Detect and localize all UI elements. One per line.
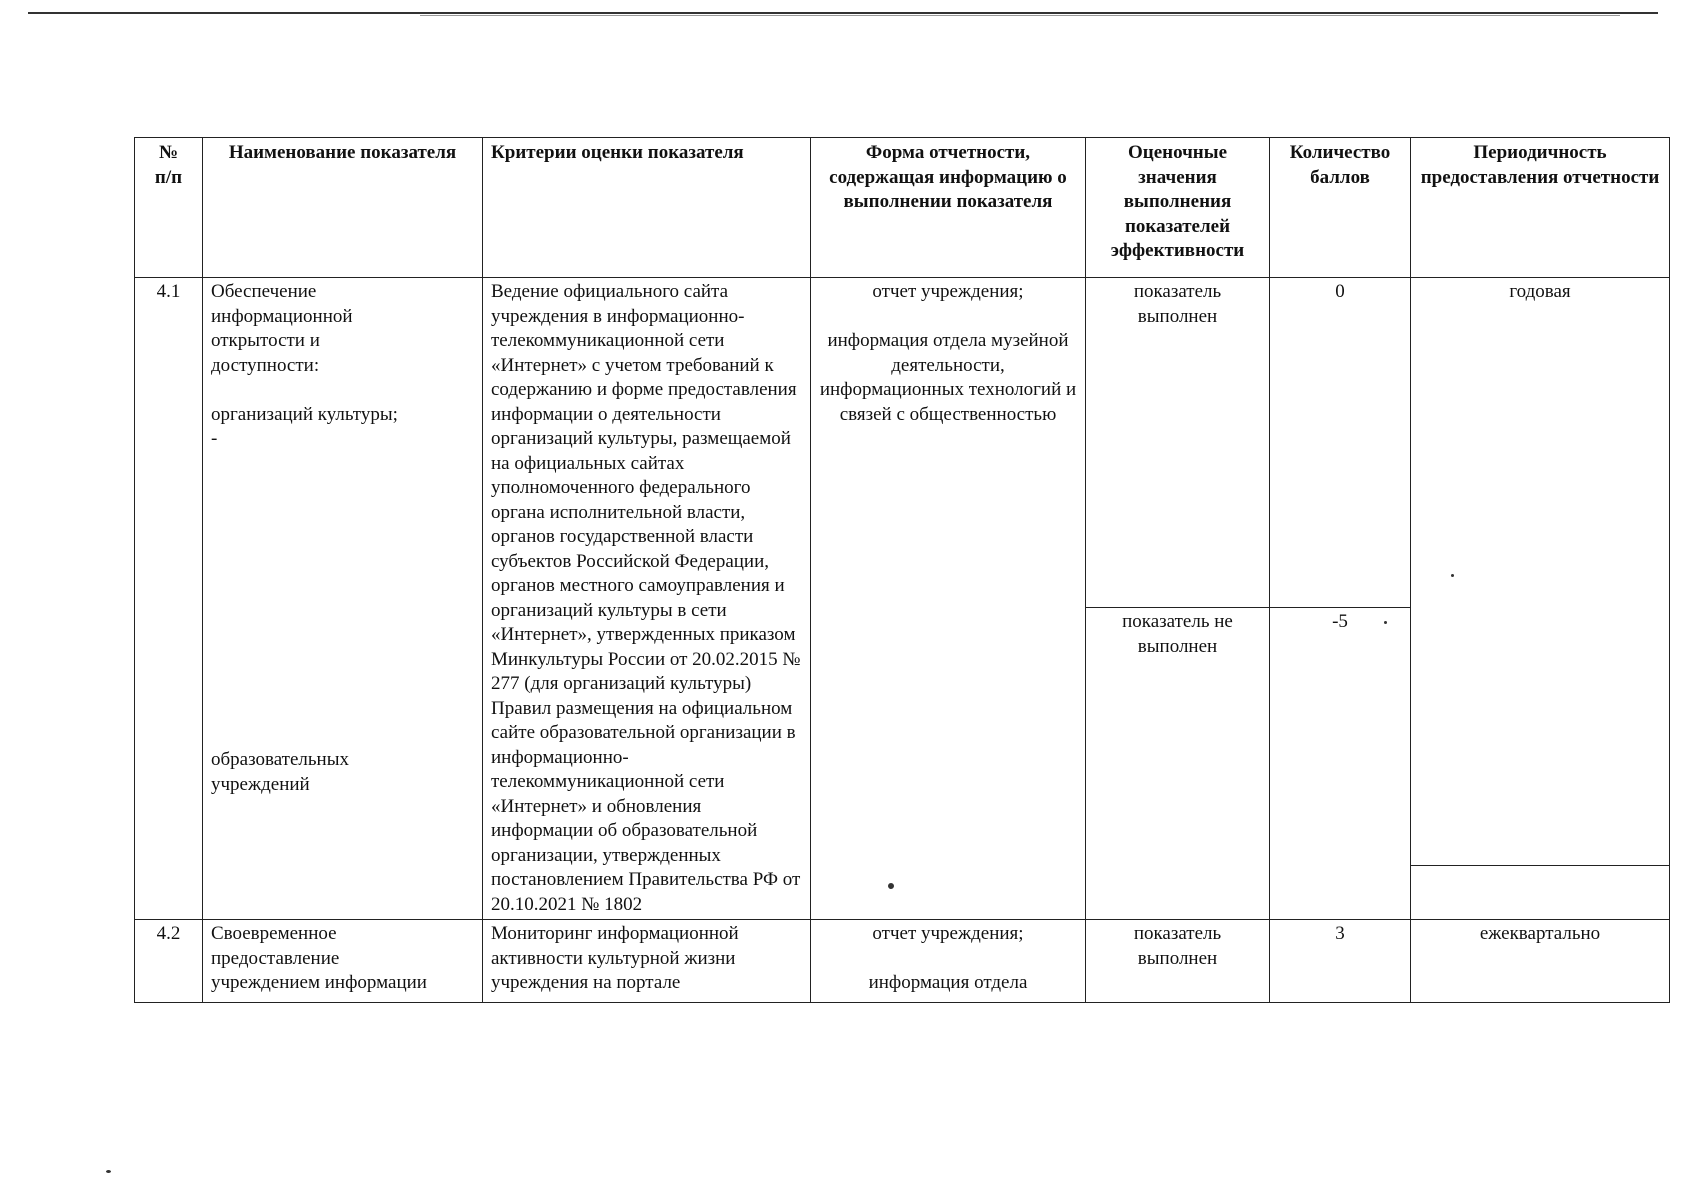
period-cell-continued xyxy=(1411,866,1670,920)
scan-speck xyxy=(1451,574,1454,577)
scan-speck xyxy=(888,883,894,889)
header-num: № п/п xyxy=(135,138,203,278)
header-report-form: Форма отчетности, содержащая информацию о выполнении показателя xyxy=(811,138,1086,278)
header-points: Количество баллов xyxy=(1270,138,1411,278)
row-criteria: Ведение официального сайта учреждения в информационно-телекоммуникационной сети «Интернет» с учетом требований к содержанию и форме предоставления информации о деятельности организаций культуры, размещаемой на официальных сайтах уполномоченного федерального органа исполнительной власти, органов государственной власти субъектов Российской Федерации, органов местного самоуправления и организаций культуры в сети «Интернет», утвержденных приказом Минкультуры России от 20.02.2015 № 277 (для организаций культуры) Правил размещения на официальном сайте образовательной организации в информационно-телекоммуникационной сети «Интернет» и обновления информации об образовательной организации, утвержденных постановлением Правительства РФ от 20.10.2021 № 1802 xyxy=(483,278,811,920)
scan-speck xyxy=(1384,621,1387,624)
row-period: годовая xyxy=(1411,278,1670,866)
scan-speck xyxy=(106,1170,111,1173)
row-report-form: отчет учреждения; информация отдела музейной деятельности, информационных технологий и связей с общественностью xyxy=(811,278,1086,920)
row-name-cell xyxy=(203,278,483,920)
header-name: Наименование показателя xyxy=(203,138,483,278)
table-row xyxy=(135,920,1670,1003)
header-criteria: Критерии оценки показателя xyxy=(483,138,811,278)
row-value-not-met: показатель не выполнен xyxy=(1086,608,1270,920)
table-row xyxy=(135,278,1670,608)
row-period: ежеквартально xyxy=(1411,920,1670,1003)
row-criteria: Мониторинг информационной активности культурной жизни учреждения на портале xyxy=(483,920,811,1003)
row-num: 4.2 xyxy=(135,920,203,1003)
row-points-not-met: -5 xyxy=(1270,608,1411,920)
indicators-table xyxy=(134,137,1670,1003)
header-values: Оценочные значения выполнения показателей эффективности xyxy=(1086,138,1270,278)
row-name-a: Обеспечение информационной открытости и доступности: организаций культуры; - xyxy=(211,281,398,449)
header-period: Периодичность предоставления отчетности xyxy=(1411,138,1670,278)
row-num: 4.1 xyxy=(135,278,203,920)
row-value: показатель выполнен xyxy=(1086,920,1270,1003)
row-points-met: 0 xyxy=(1270,278,1411,608)
row-points: 3 xyxy=(1270,920,1411,1003)
row-name: Своевременное предоставление учреждением информации xyxy=(203,920,483,1003)
row-name-b: образовательных учреждений xyxy=(211,749,349,795)
row-report-form: отчет учреждения; информация отдела xyxy=(811,920,1086,1003)
top-rule-faint xyxy=(420,15,1620,16)
row-value-met: показатель выполнен xyxy=(1086,278,1270,608)
top-rule xyxy=(28,12,1658,14)
table-header-row xyxy=(135,138,1670,278)
